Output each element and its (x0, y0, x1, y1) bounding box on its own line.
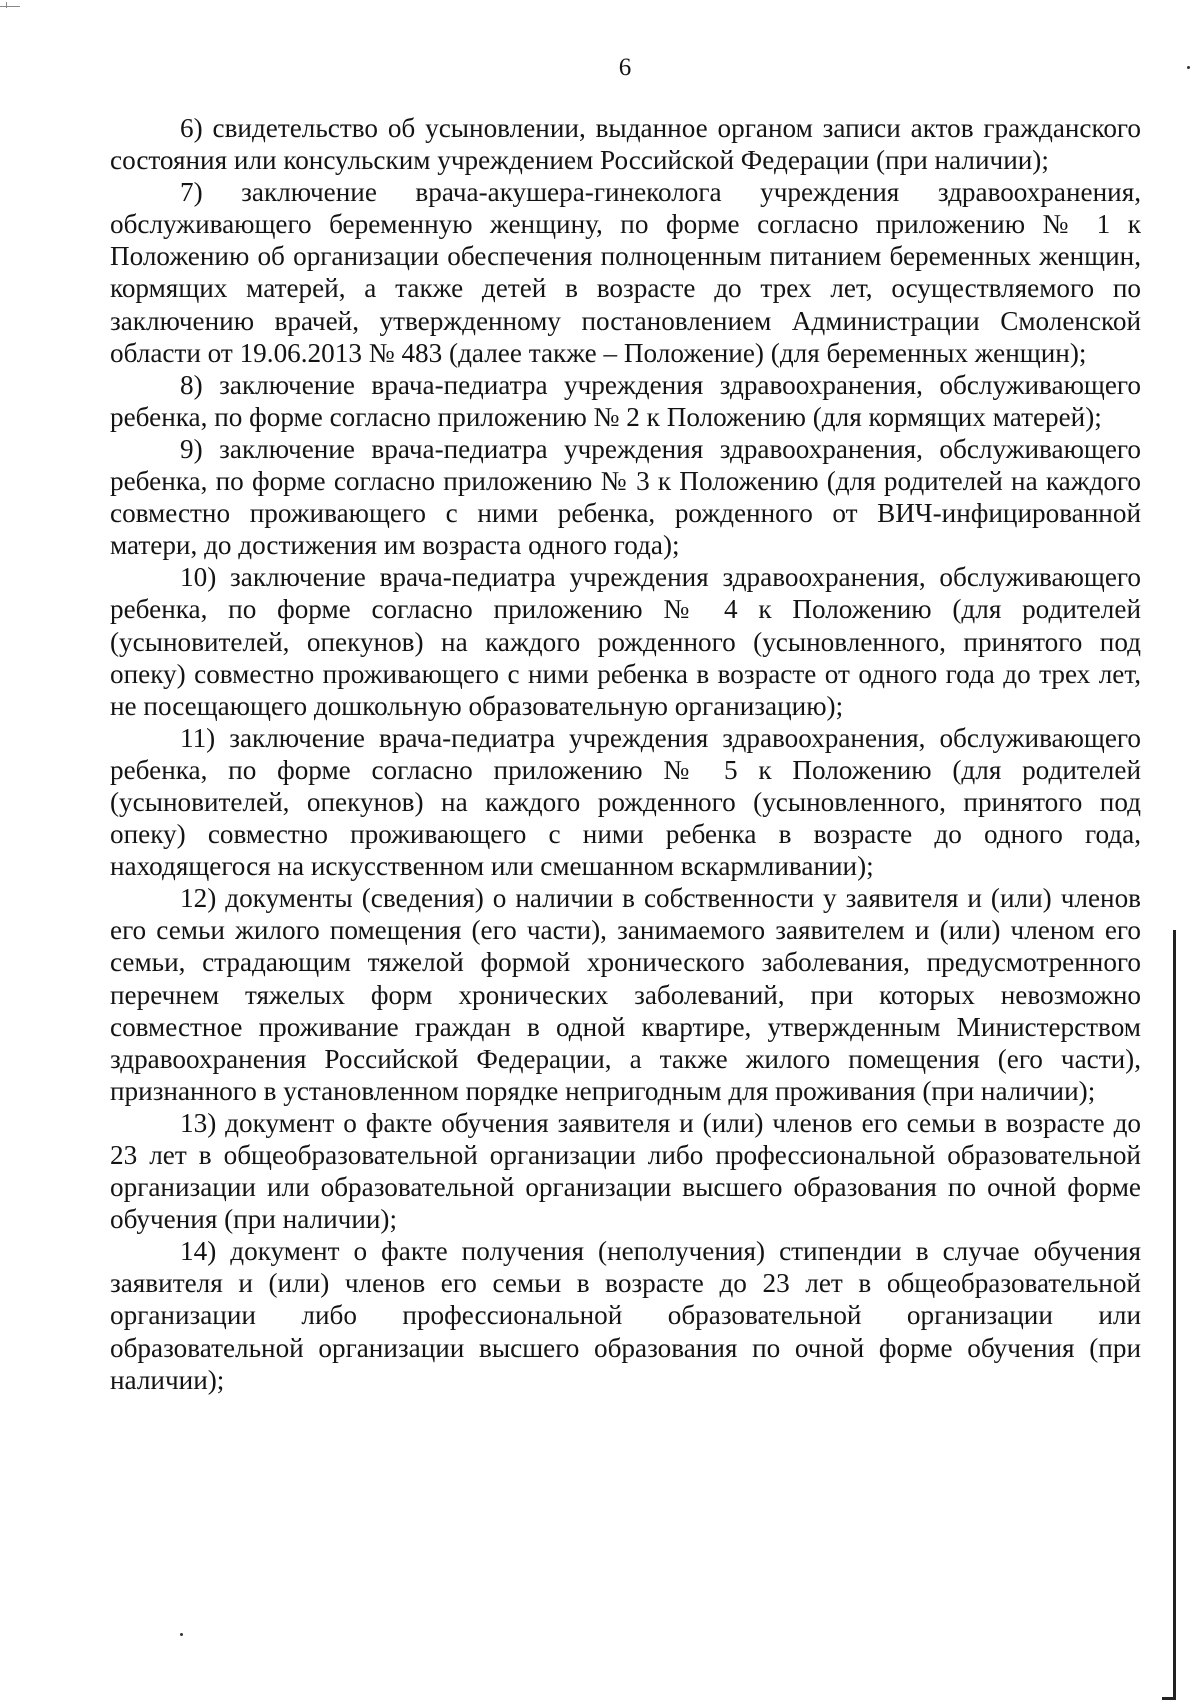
scan-edge (1173, 930, 1176, 1700)
list-item-9: 9) заключение врача-педиатра учреждения здравоохранения, обслуживающего ребенка, по форме согласно приложению № 3 к Положению (для родителей на каждого совместно проживающего с ними ребенка, рожденного от ВИЧ-инфицированной матери, до достижения им возраста одного года); (110, 433, 1141, 561)
list-item-7: 7) заключение врача-акушера-гинеколога учреждения здравоохранения, обслуживающего беременную женщину, по форме согласно приложению № 1 к Положению об организации обеспечения полноценным питанием беременных женщин, кормящих матерей, а также детей в возрасте до трех лет, осуществляемого по заключению врачей, утвержденному постановлением Администрации Смоленской области от 19.06.2013 № 483 (далее также – Положение) (для беременных женщин); (110, 177, 1141, 368)
page-number: 6 (618, 54, 632, 81)
list-item-6: 6) свидетельство об усыновлении, выданное органом записи актов гражданского состояния или консульским учреждением Российской Федерации (при наличии); (110, 113, 1141, 176)
list-item-8: 8) заключение врача-педиатра учреждения здравоохранения, обслуживающего ребенка, по форме согласно приложению № 2 к Положению (для кормящих матерей); (110, 369, 1141, 432)
list-item-14: 14) документ о факте получения (неполучения) стипендии в случае обучения заявителя и (или) членов его семьи в возрасте до 23 лет в общеобразовательной организации либо профессиональной образовательной организации или образовательной организации высшего образования по очной форме обучения (при наличии); (110, 1236, 1141, 1395)
list-item-12: 12) документы (сведения) о наличии в собственности у заявителя и (или) членов его семьи жилого помещения (его части), занимаемого заявителем и (или) членом его семьи, страдающим тяжелой формой хронического заболевания, предусмотренного перечнем тяжелых форм хронических заболеваний, при которых невозможно совместное проживание граждан в одной квартире, утвержденным Министерством здравоохранения Российской Федерации, а также жилого помещения (его части), признанного в установленном порядке непригодным для проживания (при наличии); (110, 883, 1141, 1106)
list-item-10: 10) заключение врача-педиатра учреждения здравоохранения, обслуживающего ребенка, по форме согласно приложению № 4 к Положению (для родителей (усыновителей, опекунов) на каждого рожденного (усыновленного, принятого под опеку) совместно проживающего с ними ребенка в возрасте от одного года до трех лет, не посещающего дошкольную образовательную организацию); (110, 562, 1141, 721)
scan-artifact (180, 1633, 183, 1636)
list-item-13: 13) документ о факте обучения заявителя и (или) членов его семьи в возрасте до 23 лет в общеобразовательной организации либо профессиональной образовательной организации или образовательной организации высшего образования по очной форме обучения (при наличии); (110, 1107, 1141, 1235)
scan-artifact (6, 2, 7, 8)
list-item-11: 11) заключение врача-педиатра учреждения здравоохранения, обслуживающего ребенка, по форме согласно приложению № 5 к Положению (для родителей (усыновителей, опекунов) на каждого рожденного (усыновленного, принятого под опеку) совместно проживающего с ними ребенка в возрасте до одного года, находящегося на искусственном или смешанном вскармливании); (110, 722, 1141, 882)
document-body (110, 112, 1141, 1396)
scan-artifact (0, 6, 20, 7)
